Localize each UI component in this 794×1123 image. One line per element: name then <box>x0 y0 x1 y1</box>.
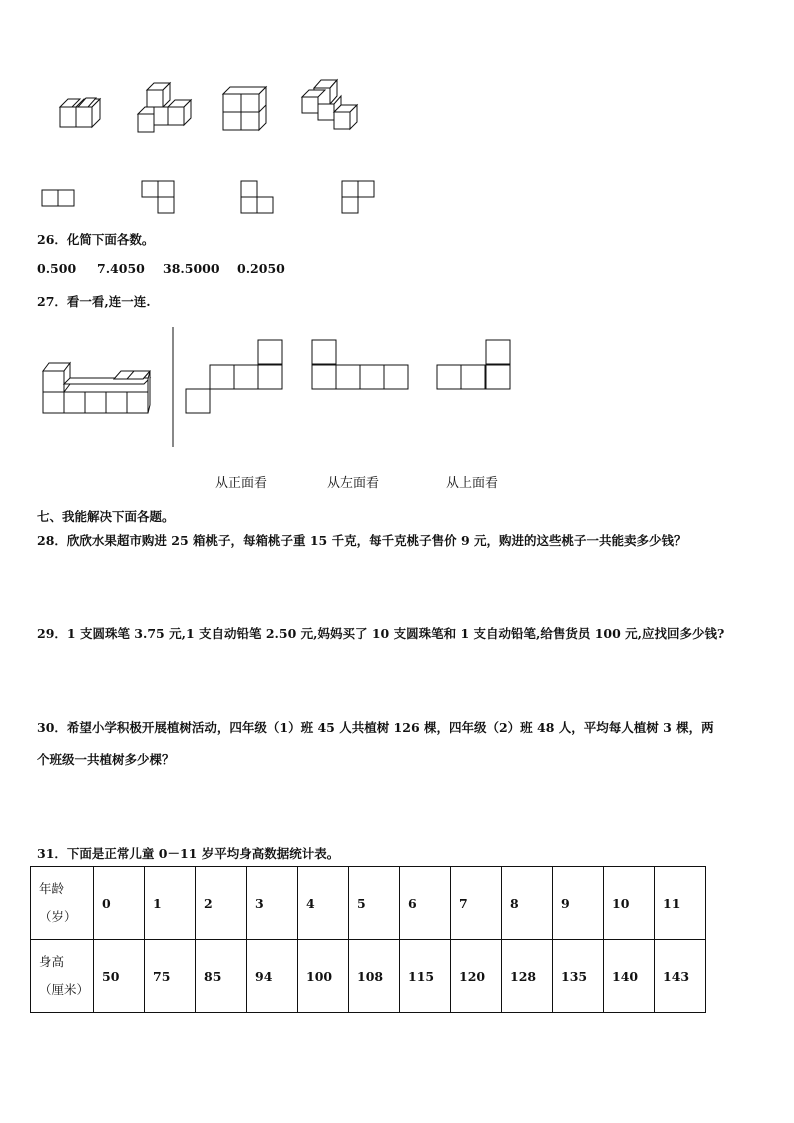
height-cell: 108 <box>349 940 400 1013</box>
flat-view-1 <box>42 190 74 206</box>
q27-view-b <box>312 340 408 389</box>
height-cell: 135 <box>553 940 604 1013</box>
q30-text-line2: 个班级一共植树多少棵？ <box>37 752 175 767</box>
age-cell: 1 <box>145 867 196 940</box>
view-label-top: 从上面看 <box>446 476 499 491</box>
section-7-title: 七、我能解决下面各题。 <box>37 509 175 524</box>
q29-text: 29．1 支圆珠笔 3.75 元,1 支自动铅笔 2.50 元,妈妈买了 10 支圆珠笔和 1 支自动铅笔,给售货员 100 元,应找回多少钱? <box>37 626 725 641</box>
table-row-age <box>31 867 706 940</box>
height-stats-table <box>30 866 706 1013</box>
age-cell: 0 <box>94 867 145 940</box>
age-cell: 9 <box>553 867 604 940</box>
age-header-label: 年龄 <box>39 881 65 896</box>
cube-figure-2 <box>138 83 191 132</box>
age-header-cell <box>31 867 94 940</box>
age-cell: 3 <box>247 867 298 940</box>
age-cell: 6 <box>400 867 451 940</box>
table-row-height <box>31 940 706 1013</box>
height-header-cell <box>31 940 94 1013</box>
age-cell: 2 <box>196 867 247 940</box>
flat-view-2 <box>142 181 174 213</box>
q27-solid-figure <box>43 363 150 413</box>
q26-number-1: 0.500 <box>37 261 77 276</box>
height-cell: 143 <box>655 940 706 1013</box>
cube-figure-3 <box>223 87 266 130</box>
cube-figures-top <box>40 70 380 220</box>
q26-number-3: 38.5000 <box>163 261 220 276</box>
height-cell: 50 <box>94 940 145 1013</box>
q27-title: 27．看一看,连一连. <box>37 294 151 309</box>
age-cell: 7 <box>451 867 502 940</box>
age-cell: 5 <box>349 867 400 940</box>
q27-figures <box>40 325 540 455</box>
age-cell: 10 <box>604 867 655 940</box>
q27-view-a <box>186 340 282 413</box>
height-header-label: 身高 <box>39 954 65 969</box>
cube-figure-4 <box>302 80 357 129</box>
q26-number-2: 7.4050 <box>97 261 145 276</box>
height-cell: 85 <box>196 940 247 1013</box>
q27-view-c <box>437 340 510 389</box>
height-cell: 140 <box>604 940 655 1013</box>
height-cell: 120 <box>451 940 502 1013</box>
height-cell: 128 <box>502 940 553 1013</box>
q30-text-line1: 30．希望小学积极开展植树活动，四年级（1）班 45 人共植树 126 棵，四年级（2）班 48 人，平均每人植树 3 棵，两 <box>37 720 714 735</box>
q26-title: 26．化简下面各数。 <box>37 232 155 247</box>
height-cell: 115 <box>400 940 451 1013</box>
flat-view-4 <box>342 181 374 213</box>
q28-text: 28．欣欣水果超市购进 25 箱桃子，每箱桃子重 15 千克，每千克桃子售价 9 元，购进的这些桃子一共能卖多少钱？ <box>37 533 687 548</box>
height-header-unit: （厘米） <box>39 982 90 997</box>
cube-figure-1 <box>60 98 100 127</box>
flat-view-3 <box>241 181 273 213</box>
age-cell: 4 <box>298 867 349 940</box>
q26-number-4: 0.2050 <box>237 261 285 276</box>
age-cell: 8 <box>502 867 553 940</box>
height-cell: 100 <box>298 940 349 1013</box>
view-label-left: 从左面看 <box>327 476 380 491</box>
view-label-front: 从正面看 <box>215 476 268 491</box>
q31-title: 31．下面是正常儿童 0－11 岁平均身高数据统计表。 <box>37 846 340 861</box>
age-header-unit: （岁） <box>39 909 77 924</box>
height-cell: 94 <box>247 940 298 1013</box>
age-cell: 11 <box>655 867 706 940</box>
height-cell: 75 <box>145 940 196 1013</box>
